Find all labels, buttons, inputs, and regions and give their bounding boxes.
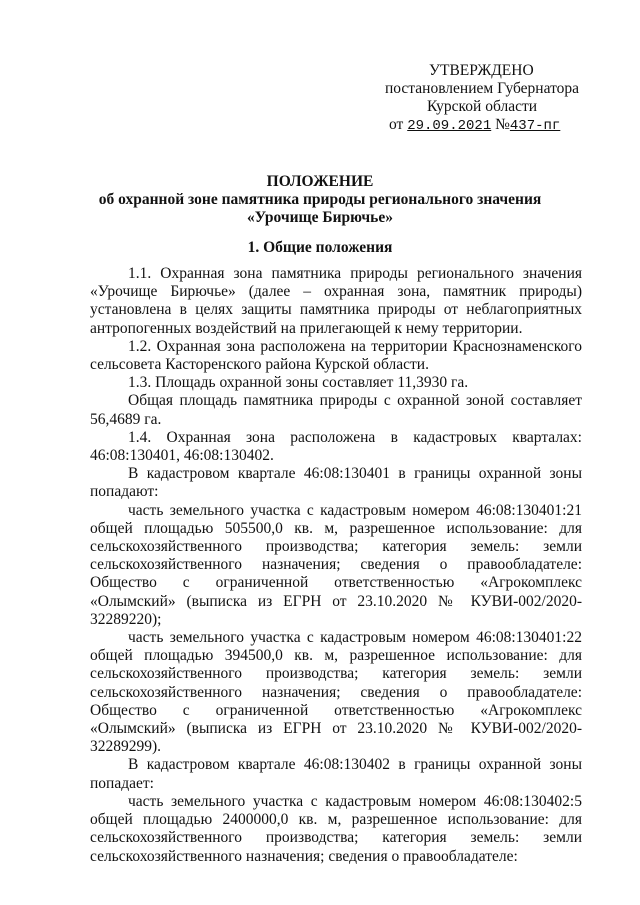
paragraph: 1.2. Охранная зона расположена на территории Краснознаменского сельсовета Касторенского района Курской области. — [90, 337, 582, 374]
document-body — [90, 265, 582, 866]
paragraph: часть земельного участка с кадастровым номером 46:08:130401:22 общей площадью 394500,0 кв. м, разрешенное использование: для сельскохозяйственного производства; категория земель: земли сельскохозяйственного назначения; сведения о правообладателе: Общество с ограниченной ответственностью «Агрокомплекс «Олымский» (выписка из ЕГРН от 23.10.2020 № КУВИ-002/2020-32289299). — [90, 629, 582, 756]
paragraph: 1.1. Охранная зона памятника природы регионального значения «Урочище Бирючье» (далее – охранная зона, памятник природы) установлена в целях защиты памятника природы от неблагоприятных антропогенных воздействий на прилегающей к нему территории. — [90, 265, 582, 337]
document-title: ПОЛОЖЕНИЕ — [266, 173, 374, 190]
decree-date: 29.09.2021 — [407, 118, 492, 134]
document-subtitle-line1: об охранной зоне памятника природы регионального значения — [98, 191, 542, 208]
paragraph: 1.4. Охранная зона расположена в кадастровых кварталах: 46:08:130401, 46:08:130402. — [90, 428, 582, 465]
approval-decree: постановлением Губернатора — [385, 80, 580, 97]
date-prefix: от — [389, 116, 404, 133]
approval-region: Курской области — [427, 98, 538, 115]
paragraph: В кадастровом квартале 46:08:130402 в границы охранной зоны попадает: — [90, 756, 582, 792]
paragraph: В кадастровом квартале 46:08:130401 в границы охранной зоны попадают: — [90, 465, 582, 501]
decree-number: 437-пг — [509, 118, 561, 134]
number-prefix: № — [495, 116, 510, 133]
paragraph: часть земельного участка с кадастровым номером 46:08:130402:5 общей площадью 2400000,0 кв. м, разрешенное использование: для сельскохозяйственного производства; категория земель: земли сельскохозяйственного назначения; сведения о правообладателе: — [90, 792, 582, 865]
approval-heading: УТВЕРЖДЕНО — [429, 62, 534, 79]
paragraph: Общая площадь памятника природы с охранной зоной составляет 56,4689 га. — [90, 392, 582, 428]
document-subtitle-line2: «Урочище Бирючье» — [247, 209, 393, 226]
approval-stamp — [385, 62, 585, 135]
paragraph: 1.3. Площадь охранной зоны составляет 11,3930 га. — [128, 374, 469, 392]
paragraph: часть земельного участка с кадастровым номером 46:08:130401:21 общей площадью 505500,0 кв. м, разрешенное использование: для сельскохозяйственного производства; категория земель: земли сельскохозяйственного назначения; сведения о правообладателе: Общество с ограниченной ответственностью «Агрокомплекс «Олымский» (выписка из ЕГРН от 23.10.2020 № КУВИ-002/2020-32289220); — [90, 501, 582, 628]
section-heading: 1. Общие положения — [247, 239, 393, 256]
approval-date-line — [385, 116, 585, 135]
